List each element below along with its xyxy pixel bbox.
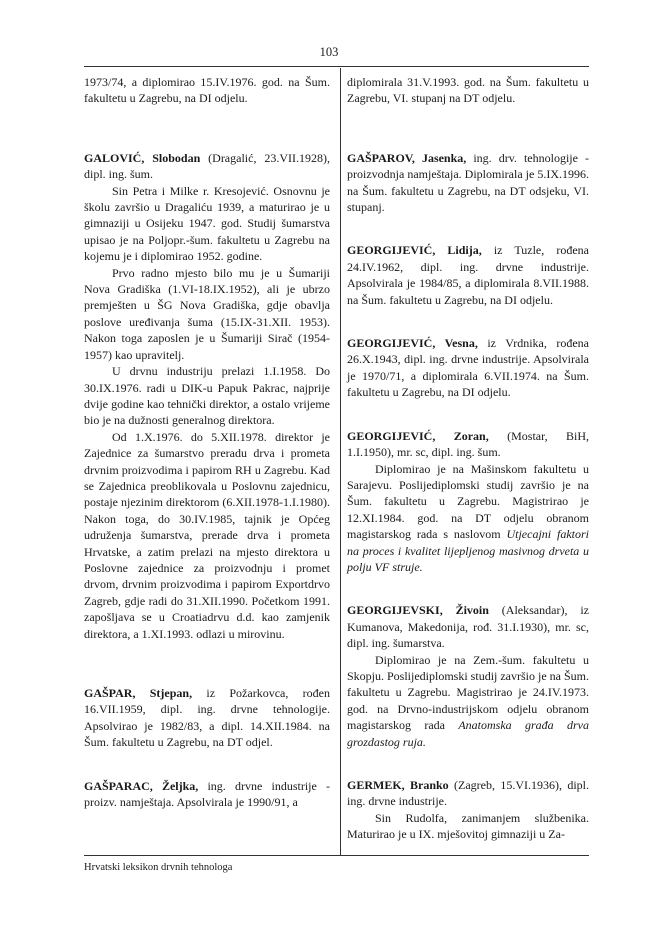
entry-head (84, 685, 330, 751)
entry-head-text: iz Požarkovca, rođen 16.VII.1959, dipl. ing. drvne tehnologije. Apsolvirao je 1982/83, a dipl. 14.XII.1984. na Šum. fakultetu u Zagrebu, na DT odjel. (84, 686, 330, 750)
column-divider (340, 68, 341, 855)
left-continuation-text: 1973/74, a diplomirao 15.IV.1976. god. na Šum. fakultetu u Zagrebu, na DI odjelu. (84, 75, 330, 106)
entry-head-text: ing. drv. tehnologije - proizvodnja namještaja. Diplomirala je 5.IX.1996. na Šum. fakultetu u Zagrebu, na DT odsjeku, VI. stupanj. (347, 150, 589, 215)
entry-name: GEORGIJEVIĆ, Zoran, (347, 428, 489, 443)
entry-georgijevic-lidija (347, 242, 589, 308)
footer-rule (84, 855, 589, 856)
entry-gasparov (347, 150, 589, 216)
entry-name: GEORGIJEVIĆ, Vesna, (347, 336, 478, 351)
right-continuation-text: diplomirala 31.V.1993. god. na Šum. fakultetu u Zagrebu, VI. stupanj na DT odjelu. (347, 75, 589, 106)
entry-germek (347, 777, 589, 843)
entry-head (347, 335, 589, 401)
page-number: 103 (319, 45, 339, 59)
entry-head-text: (Mostar, BiH, 1.I.1950), mr. sc, dipl. ing. šum. (347, 428, 589, 460)
entry-head-text: (Zagreb, 15.VI.1936), dipl. ing. drvne industrije. (347, 778, 589, 809)
entry-gaspar (84, 685, 330, 751)
right-column (347, 74, 589, 843)
entry-galovic (84, 150, 330, 642)
entry-name: GALOVIĆ, Slobodan (84, 150, 201, 165)
entry-name: GAŠPAROV, Jasenka, (347, 150, 467, 165)
entry-head-text: iz Vrdnika, rođena 26.X.1943, dipl. ing. drvne industrije. Apsolvirala je 1970/71, a diplomirala 6.VII.1974. na Šum. fakultetu u Zagrebu, na DI odjelu. (347, 336, 589, 400)
thesis-title: Utjecajni faktori na proces i kvalitet lijepljenog masivnog drveta u polju VF struje. (347, 527, 589, 574)
entry-head (84, 150, 330, 183)
entry-georgijevic-vesna (347, 335, 589, 401)
header-rule (84, 66, 589, 67)
left-column (84, 74, 330, 810)
entry-head (347, 428, 589, 461)
entry-head-text: ing. drvne industrije - proizv. namještaja. Apsolvirala je 1990/91, a (84, 778, 330, 810)
entry-head-text: (Dragalić, 23.VII.1928), dipl. ing. šum. (84, 150, 330, 182)
entry-paragraph (347, 461, 589, 576)
footer-text: Hrvatski leksikon drvnih tehnologa (84, 862, 233, 873)
entry-name: GERMEK, Branko (347, 778, 449, 792)
entry-head-text: (Aleksandar), iz Kumanova, Makedonija, rođ. 31.I.1930), mr. sc, dipl. ing. šumarstva. (347, 603, 589, 651)
entry-head (347, 777, 589, 810)
entry-paragraph (347, 652, 589, 750)
entry-name: GAŠPARAC, Željka, (84, 778, 199, 793)
entry-paragraph-text: Diplomirao je na Zem.-šum. fakultetu u Skopju. Poslijediplomski studij završio je na Šum. fakultetu u Zagrebu. Magistrirao je 24.IV.1973. god. na Drvno-industrijskom odjelu obranom magistarskog rada (347, 652, 590, 733)
entry-paragraph: Prvo radno mjesto bilo mu je u Šumariji Nova Gradiška (1.VI-18.IX.1952), ali je ubrzo premješten u ŠG Nova Gradiška, gdje obavlja poslove uređivanja šuma (15.IX-31.XII. 1953). Nakon toga zaposlen je u Šumariji Sirač (1954-1957) kao upravitelj. (84, 265, 330, 362)
entry-head (347, 242, 589, 308)
entry-georgijevic-zoran (347, 428, 589, 576)
entry-head (84, 778, 330, 811)
entry-head (347, 150, 589, 216)
entry-georgijevski (347, 602, 589, 750)
entry-head (347, 602, 589, 651)
thesis-title: Anatomska građa drva grozdastog ruja. (347, 718, 589, 749)
entry-name: GAŠPAR, Stjepan, (84, 686, 193, 700)
entry-paragraph: Od 1.X.1976. do 5.XII.1978. direktor je Zajednice za šumarstvo preradu drva i prometa drvnim proizvodima i papirom RH u Zagrebu. Kad se Zajednica preoblikovala u Poslovnu zajednicu, postaje njezinim direktorom (6.XII.1978-1.I.1980). Nakon toga, do 30.IV.1985, tajnik je Općeg udruženja šumarstva, prerade drva i prometa Hrvatske, a zatim prelazi na mjesto direktora u Poslovne zajednice za proizvodnju i promet drvom, drvnim proizvodima i papirom Exportdrvo Zagreb, gdje radi do 31.XII.1990. Početkom 1991. zapošljava se u Croatiadrvu d.d. kao zamjenik direktora, a 1.XI.1993. odlazi u mirovinu. (84, 429, 330, 641)
entry-head-text: iz Tuzle, rođena 24.IV.1962, dipl. ing. drvne industrije. Apsolvirala je 1984/85, a diplomirala 8.VII.1988. na Šum. fakultetu u Zagrebu, na DI odjelu. (347, 243, 589, 307)
entry-name: GEORGIJEVIĆ, Lidija, (347, 243, 482, 258)
entry-paragraph: Sin Rudolfa, zanimanjem službenika. Maturirao je u IX. mješovitoj gimnaziji u Za- (347, 810, 589, 842)
entry-gasparac (84, 778, 330, 811)
entry-paragraph-text: Diplomirao je na Mašinskom fakultetu u Sarajevu. Poslijediplomski studij završio je na Šum. fakultetu u Zagrebu. Magistrirao je 12.XI.1984. god. na DT odjelu obranom magistarskog rada s naslovom (347, 461, 589, 542)
entry-name: GEORGIJEVSKI, Živoin (347, 603, 489, 618)
entry-paragraph: U drvnu industriju prelazi 1.I.1958. Do 30.IX.1976. radi u DIK-u Papuk Pakrac, najprije dvije godine kao tehnički direktor, a ostalo vrijeme bio je na dužnosti generalnog direktora. (84, 364, 330, 428)
entry-paragraph: Sin Petra i Milke r. Kresojević. Osnovnu je školu završio u Dragaliću 1939, a maturirao je u gimnaziji u Osijeku 1947. god. Studij šumarstva upisao je na Poljopr.-šum. fakultetu u Zagrebu na kojemu je i diplomirao 1952. godine. (84, 183, 330, 264)
